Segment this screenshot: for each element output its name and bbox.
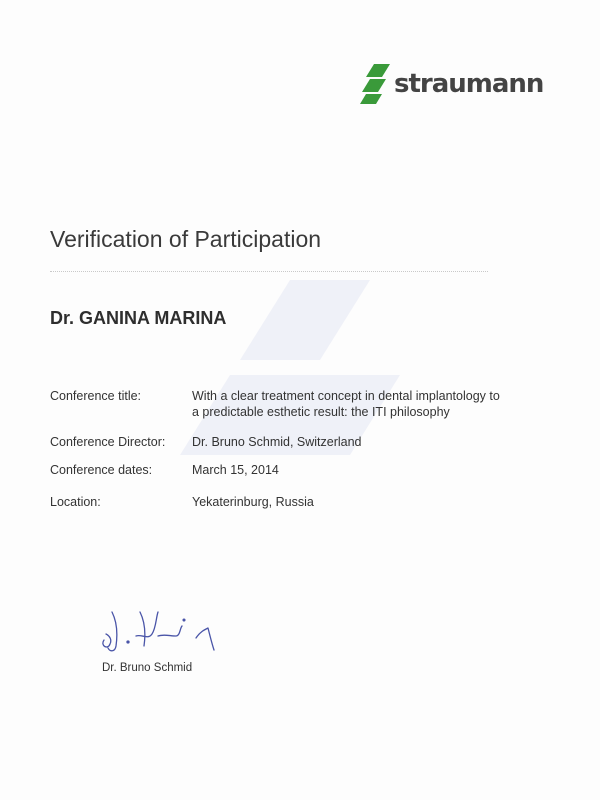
- conference-title-label: Conference title:: [50, 389, 142, 403]
- straumann-s-mark-icon: [360, 64, 392, 104]
- signer-name: Dr. Bruno Schmid: [102, 662, 193, 674]
- straumann-logo: [360, 64, 543, 104]
- conference-dates-value: March 15, 2014: [192, 463, 279, 477]
- location-row: [50, 494, 550, 514]
- conference-dates-row: [50, 462, 550, 494]
- location-label: Location:: [50, 495, 101, 509]
- conference-director-value: Dr. Bruno Schmid, Switzerland: [192, 435, 362, 449]
- conference-director-label: Conference Director:: [50, 435, 166, 449]
- handwritten-signature-icon: [96, 606, 226, 656]
- location-value: Yekaterinburg, Russia: [192, 495, 314, 509]
- heading-divider: [50, 271, 488, 272]
- brand-name: straumann: [394, 69, 544, 99]
- conference-title-line1: With a clear treatment concept in dental implantology to: [192, 389, 500, 403]
- conference-dates-label: Conference dates:: [50, 463, 153, 477]
- participant-name: Dr. GANINA MARINA: [50, 308, 227, 328]
- conference-details: [50, 388, 550, 514]
- conference-director-row: [50, 434, 550, 462]
- certificate-heading: Verification of Participation: [50, 226, 322, 252]
- conference-title-value: [192, 388, 550, 434]
- conference-title-line2: a predictable esthetic result: the ITI philosophy: [192, 405, 450, 419]
- conference-title-row: [50, 388, 550, 434]
